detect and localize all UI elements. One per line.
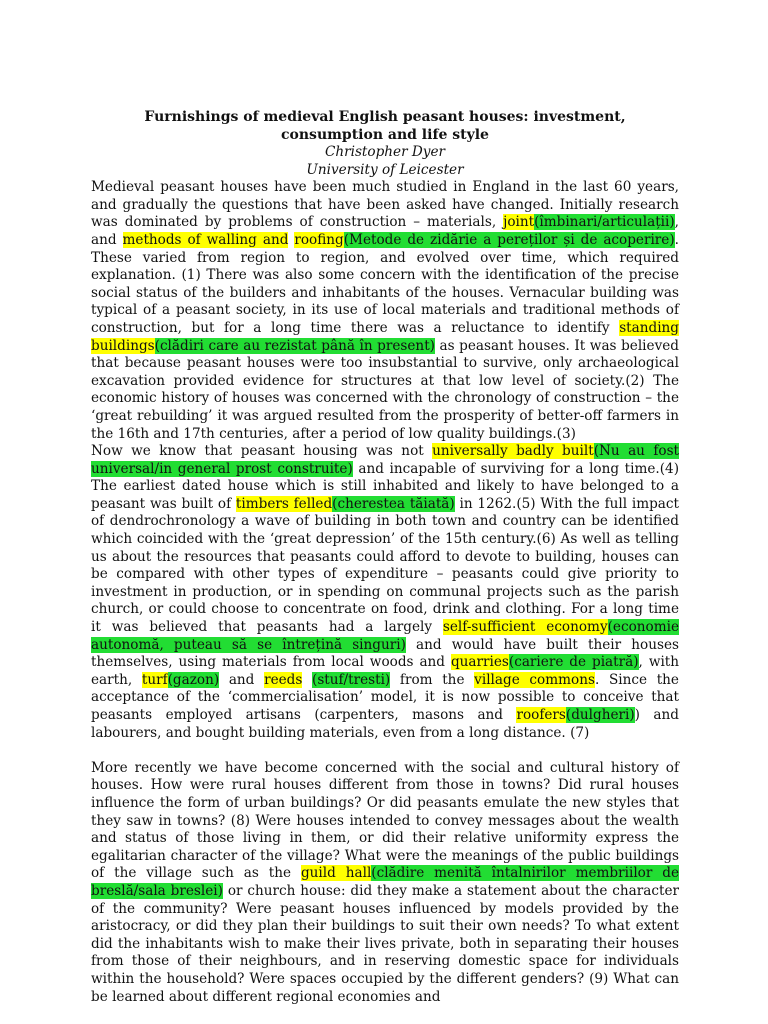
- body-text: . These varied from region to region, and evolved over time, which required explanation. (1) There was also some concern with the identification of the precise social status of the builders and inhabitants of the houses. Vernacular building was typical of a peasant society, in its use of local materials and traditional methods of construction, but for a long time there was a reluctance to identify: [91, 231, 679, 336]
- highlight-term: universally badly built: [432, 443, 594, 460]
- body-text: More recently we have become concerned with the social and cultural history of houses. How were rural houses different from those in towns? Did rural houses influence the form of urban buildings? Or did peasants emulate the new styles that they saw in towns? (8) Were houses intended to convey messages about the wealth and status of those living in them, or did their relative uniformity express the egalitarian character of the village? What were the meanings of the public buildings of the village such as the: [91, 759, 679, 882]
- paragraph-gap: [91, 742, 679, 760]
- paragraph-2: [91, 443, 679, 742]
- highlight-translation: (clădire menită întalnirilor membriilor de breslă/sala breslei): [91, 865, 680, 899]
- title-line-1: Furnishings of medieval English peasant houses: investment,: [144, 109, 626, 125]
- highlight-translation: (cherestea tăiată): [332, 495, 455, 512]
- highlight-translation: (Nu au fost universal/in general prost construite): [91, 443, 680, 477]
- highlight-term: turf: [141, 671, 168, 688]
- body-text: or church house: did they make a statement about the character of the community? Were peasant houses influenced by models provided by the aristocracy, or did they plan their buildings to suit their own needs? To what extent did the inhabitants wish to make their lives private, both in separating their houses from those of their neighbours, and in reserving domestic space for individuals within the household? Were spaces occupied by the different genders? (9) What can be learned about different regional economies and: [91, 882, 679, 1005]
- highlight-term: guild hall: [300, 865, 372, 882]
- body-text: and would have built their houses themselves, using materials from local woods and: [91, 636, 679, 671]
- highlight-term: roofers: [516, 707, 566, 723]
- highlight-term: timbers felled: [235, 495, 333, 512]
- body-text: from the: [390, 671, 475, 688]
- highlight-translation: (dulgheri): [565, 707, 635, 723]
- highlight-translation: (economie autonomă, puteau să se întrețină singuri): [91, 619, 679, 653]
- body-text: and: [219, 671, 265, 688]
- highlight-term: roofing: [294, 231, 344, 248]
- document-title: [91, 108, 679, 144]
- highlight-term: reeds: [264, 671, 303, 688]
- body-text: ) and labourers, and bought building materials, even from a long distance. (7): [91, 707, 679, 741]
- highlight-translation: (clădiri care au rezistat până în present): [154, 337, 435, 354]
- highlight-translation: (Metode de zidărie a pereților și de acoperire): [343, 231, 675, 248]
- body-text: Medieval peasant houses have been much studied in England in the last 60 years, and gradually the questions that have been asked have changed. Initially research was dominated by problems of construction – materials,: [91, 179, 679, 231]
- highlight-translation: (cariere de piatră): [508, 654, 639, 671]
- body-text: [302, 672, 312, 688]
- body-text: and incapable of surviving for a long time.(4) The earliest dated house which is still inhabited and likely to have belonged to a peasant was built of: [91, 460, 679, 512]
- author-name: Christopher Dyer: [324, 144, 446, 160]
- document-page: [91, 108, 679, 1006]
- highlight-term: joint: [503, 214, 535, 231]
- highlight-term: standing buildings: [91, 319, 679, 354]
- highlight-translation: (îmbinari/articulații): [534, 214, 675, 231]
- body-text: Now we know that peasant housing was not: [91, 443, 433, 460]
- body-text: as peasant houses. It was believed that because peasant houses were too insubstantial to survive, only archaeological excavation provided evidence for structures at that low level of society.(2) The economic history of houses was concerned with the chronology of construction – the ‘great rebuilding’ it was argued resulted from the prosperity of better-off farmers in the 16th and 17th centuries, after a period of low quality buildings.(3): [91, 337, 679, 442]
- title-line-2: consumption and life style: [281, 127, 489, 143]
- highlight-term: quarries: [450, 654, 509, 671]
- body-text: , with earth,: [91, 654, 680, 688]
- highlight-translation: (gazon): [167, 671, 220, 688]
- author-affiliation: University of Leicester: [306, 161, 464, 178]
- highlight-term: self-sufficient economy: [442, 619, 608, 636]
- highlight-term: methods of walling and: [122, 231, 289, 248]
- body-text: in 1262.(5) With the full impact of dendrochronology a wave of building in both town and country can be identified which coincided with the ‘great depression’ of the 15th century.(6) As well as telling us about the resources that peasants could afford to devote to building, houses can be compared with other types of expenditure – peasants could give priority to investment in production, or in spending on communal projects such as the parish church, or could choose to concentrate on food, drink and clothing. For a long time it was believed that peasants had a largely: [91, 495, 679, 636]
- highlight-translation: (stuf/tresti): [312, 671, 391, 688]
- highlight-term: village commons: [474, 671, 595, 688]
- body-text: , and: [91, 214, 679, 248]
- body-text: . Since the acceptance of the ‘commercialisation’ model, it is now possible to conceive that peasants employed artisans (carpenters, masons and: [91, 671, 679, 723]
- paragraph-3: [91, 760, 679, 1006]
- paragraph-1: [91, 179, 679, 443]
